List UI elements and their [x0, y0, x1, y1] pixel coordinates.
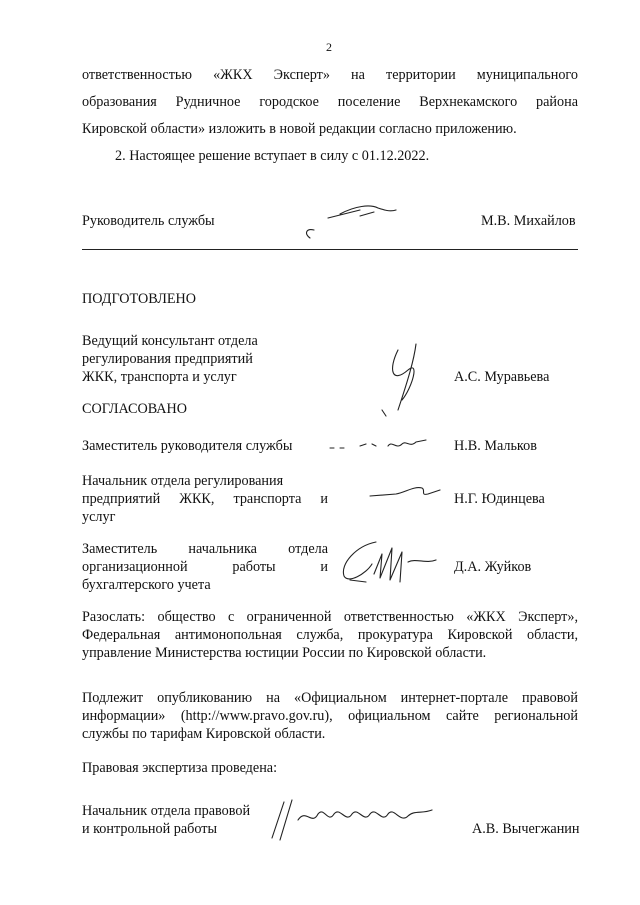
legal-review-position-1: Начальник отдела правовой: [82, 803, 251, 819]
head-name: М.В. Михайлов: [481, 213, 576, 229]
head-signature-image: [300, 198, 410, 246]
intro-line-1: ответственностью «ЖКХ Эксперт» на территории муниципального: [82, 67, 578, 83]
agreed-signer-1-position: Заместитель руководителя службы: [82, 438, 293, 454]
agreed-signer-1-signature-image: [326, 430, 436, 460]
intro-line-3: Кировской области» изложить в новой редакции согласно приложению.: [82, 121, 517, 137]
legal-review-text: Правовая экспертиза проведена:: [82, 760, 278, 776]
legal-review-signature-image: [262, 796, 442, 846]
agreed-signer-3-position-2: организационной работы и: [82, 559, 328, 575]
agreed-signer-1-name: Н.В. Мальков: [454, 438, 537, 454]
item-2-text: 2. Настоящее решение вступает в силу с 01.12.2022.: [115, 148, 430, 164]
page-number: 2: [326, 40, 332, 54]
intro-line-2: образования Рудничное городское поселение Верхнекамского района: [82, 94, 578, 110]
distribution-line-3: управление Министерства юстиции России по Кировской области.: [82, 645, 487, 661]
agreed-heading: СОГЛАСОВАНО: [82, 401, 188, 417]
agreed-signer-2-signature-image: [366, 476, 446, 506]
prepared-signature-image: [368, 340, 448, 420]
prepared-name: А.С. Муравьева: [454, 369, 550, 385]
distribution-line-2: Федеральная антимонопольная служба, прокуратура Кировской области,: [82, 627, 578, 643]
distribution-line-1: Разослать: общество с ограниченной ответственностью «ЖКХ Эксперт»,: [82, 609, 578, 625]
agreed-signer-2-position-1: Начальник отдела регулирования: [82, 473, 284, 489]
agreed-signer-2-position-3: услуг: [82, 509, 116, 525]
publication-line-3: службы по тарифам Кировской области.: [82, 726, 326, 742]
agreed-signer-3-position-1: Заместитель начальника отдела: [82, 541, 328, 557]
agreed-signer-2-name: Н.Г. Юдинцева: [454, 491, 545, 507]
prepared-position-2: регулирования предприятий: [82, 351, 253, 367]
legal-review-position-2: и контрольной работы: [82, 821, 217, 837]
prepared-position-3: ЖКК, транспорта и услуг: [82, 369, 237, 385]
publication-line-2: информации» (http://www.pravo.gov.ru), официальном сайте региональной: [82, 708, 578, 724]
head-title: Руководитель службы: [82, 213, 215, 229]
agreed-signer-3-name: Д.А. Жуйков: [454, 559, 532, 575]
prepared-heading: ПОДГОТОВЛЕНО: [82, 291, 196, 307]
prepared-position-1: Ведущий консультант отдела: [82, 333, 258, 349]
agreed-signer-3-signature-image: [336, 534, 456, 594]
legal-review-name: А.В. Вычегжанин: [472, 821, 580, 837]
agreed-signer-3-position-3: бухгалтерского учета: [82, 577, 211, 593]
separator-line: [82, 249, 578, 250]
publication-line-1: Подлежит опубликованию на «Официальном интернет-портале правовой: [82, 690, 578, 706]
agreed-signer-2-position-2: предприятий ЖКК, транспорта и: [82, 491, 328, 507]
